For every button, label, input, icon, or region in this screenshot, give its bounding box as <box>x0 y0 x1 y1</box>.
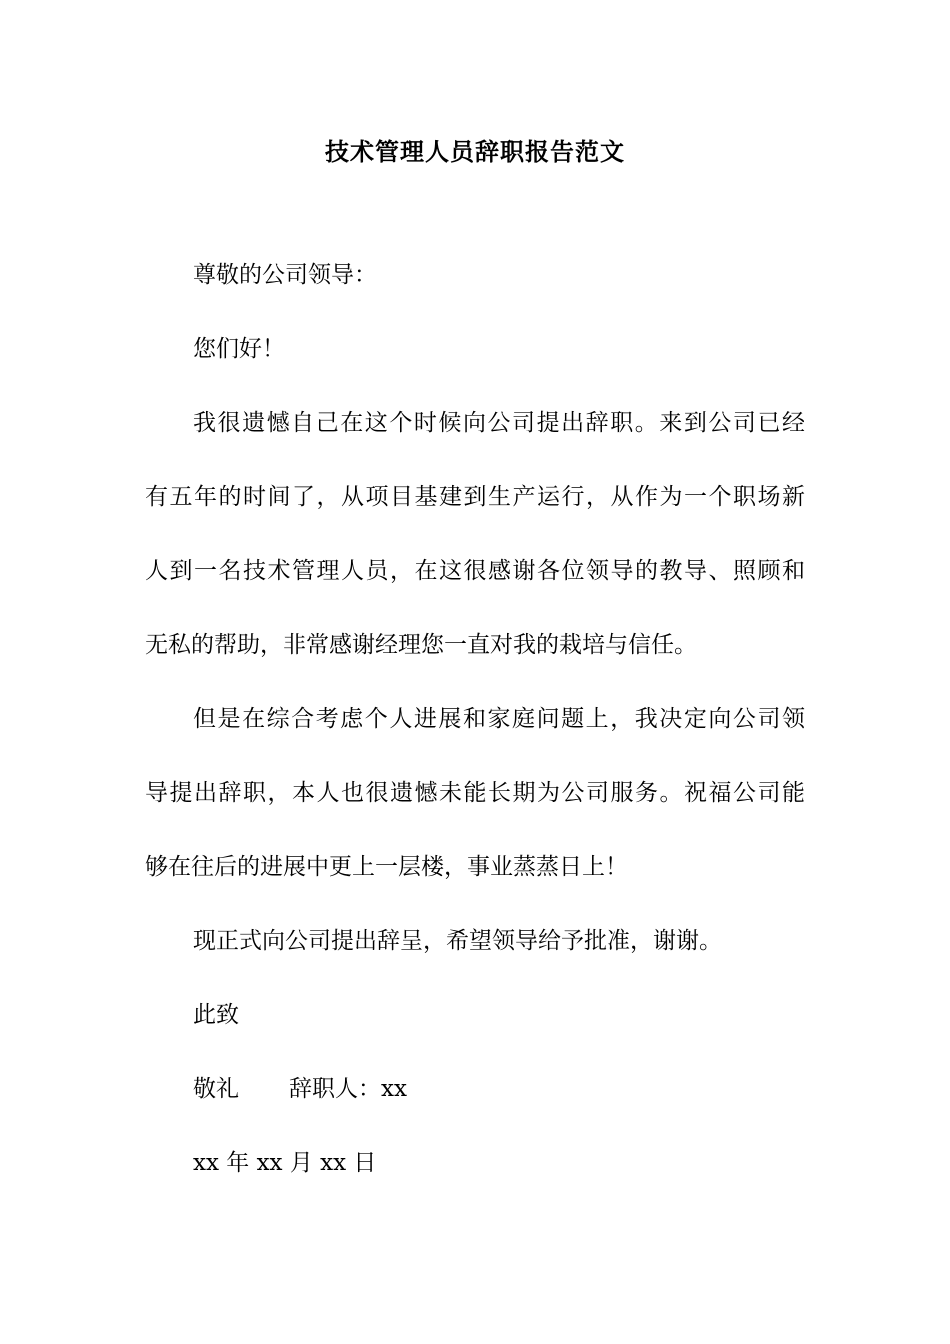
paragraph1-line2: 有五年的时间了，从项目基建到生产运行，从作为一个职场新 <box>145 484 805 510</box>
closing-jingli: 敬礼 <box>193 1076 239 1102</box>
paragraph1-line4: 无私的帮助，非常感谢经理您一直对我的栽培与信任。 <box>145 632 697 658</box>
signer: 辞职人：xx <box>289 1076 407 1102</box>
paragraph2-line2: 导提出辞职，本人也很遗憾未能长期为公司服务。祝福公司能 <box>145 780 805 806</box>
salutation: 尊敬的公司领导： <box>193 262 377 288</box>
paragraph2-line3: 够在往后的进展中更上一层楼，事业蒸蒸日上！ <box>145 854 628 880</box>
document-body <box>145 238 805 1200</box>
date: xx 年 xx 月 xx 日 <box>193 1150 377 1176</box>
closing-zhici: 此致 <box>193 1002 239 1028</box>
closing-signature-line <box>145 1052 805 1126</box>
paragraph1-line1: 我很遗憾自己在这个时候向公司提出辞职。来到公司已经 <box>193 410 805 436</box>
paragraph1-line3: 人到一名技术管理人员，在这很感谢各位领导的教导、照顾和 <box>145 558 805 584</box>
paragraph2-line1: 但是在综合考虑个人进展和家庭问题上，我决定向公司领 <box>193 706 805 732</box>
paragraph3: 现正式向公司提出辞呈，希望领导给予批准，谢谢。 <box>193 928 722 954</box>
document-title: 技术管理人员辞职报告范文 <box>325 137 625 166</box>
greeting: 您们好！ <box>193 336 285 362</box>
